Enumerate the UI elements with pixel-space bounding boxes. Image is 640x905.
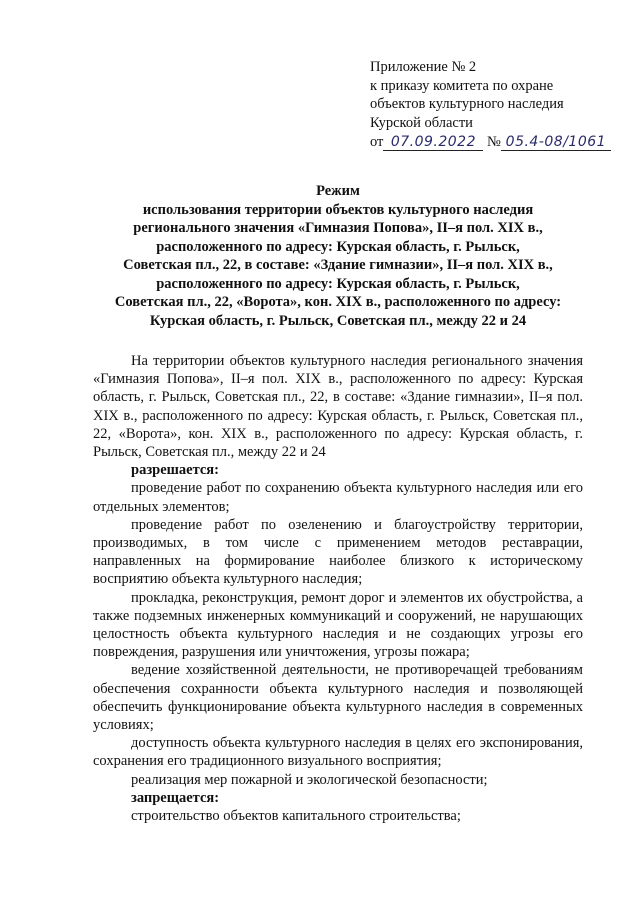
- annex-from-prefix: от: [370, 134, 384, 150]
- title-line-7: Советская пл., 22, «Ворота», кон. XIX в., расположенного по адресу:: [114, 294, 562, 310]
- allowed-item: проведение работ по сохранению объекта культурного наследия или его отдельных элементов;: [93, 480, 583, 515]
- title-line-3: регионального значения «Гимназия Попова», II–я пол. XIX в.,: [133, 220, 543, 236]
- allowed-item: проведение работ по озеленению и благоустройству территории, производимых, в том числе с применением методов реставрации, направленных на формирование наиболее близкого к историческому восприятию объекта культурного наследия;: [93, 516, 583, 588]
- annex-date-number-line: [370, 133, 632, 152]
- handwritten-number: 05.4-08/1061: [501, 135, 611, 151]
- annex-order-line: к приказу комитета по охране: [370, 77, 554, 94]
- annex-title: Приложение № 2: [370, 59, 477, 75]
- title-line-8: Курская область, г. Рыльск, Советская пл., между 22 и 24: [149, 312, 527, 329]
- title-line-4: расположенного по адресу: Курская область, г. Рыльск,: [156, 238, 520, 255]
- annex-region-line: Курской области: [370, 114, 473, 131]
- forbidden-item: строительство объектов капитального строительства;: [131, 808, 461, 825]
- allowed-item: ведение хозяйственной деятельности, не противоречащей требованиям обеспечения сохранности объекта культурного наследия и позволяющей обеспечить функционирование объекта культурного наследия в современных условиях;: [93, 662, 583, 734]
- title-line-1: Режим: [316, 183, 360, 199]
- intro-paragraph: На территории объектов культурного наследия регионального значения «Гимназия Попова», II–я пол. XIX в., расположенного по адресу: Курская область, г. Рыльск, Советская пл., 22, в составе: «Здание гимназии», II–я пол. XIX в., расположенного по адресу: Курская область, г. Рыльск, Советская пл., 22, «Ворота», кон. XIX в., расположенного по адресу: Курская область, г. Рыльск, Советская пл., между 22 и 24: [93, 353, 583, 461]
- handwritten-date: 07.09.2022: [383, 135, 483, 151]
- forbidden-heading: запрещается:: [131, 789, 220, 806]
- title-line-6: расположенного по адресу: Курская область, г. Рыльск,: [156, 275, 520, 292]
- annex-number-prefix: №: [487, 134, 501, 150]
- document-body: [93, 352, 583, 825]
- allowed-item: доступность объекта культурного наследия в целях его экспонирования, сохранения его традиционного визуального восприятия;: [93, 735, 583, 770]
- allowed-heading: разрешается:: [131, 462, 219, 479]
- annex-block: [370, 58, 632, 152]
- annex-committee-line: объектов культурного наследия: [370, 96, 564, 112]
- allowed-item: реализация мер пожарной и экологической безопасности;: [131, 771, 488, 788]
- document-title: [98, 182, 578, 330]
- title-line-2: использования территории объектов культурного наследия: [142, 201, 534, 218]
- allowed-item: прокладка, реконструкция, ремонт дорог и элементов их обустройства, а также подземных инженерных коммуникаций и сооружений, не нарушающих целостность объекта культурного наследия и не создающих угрозы его повреждения, разрушения или уничтожения, угрозы пожара;: [93, 589, 583, 661]
- title-line-5: Советская пл., 22, в составе: «Здание гимназии», II–я пол. XIX в.,: [123, 257, 553, 273]
